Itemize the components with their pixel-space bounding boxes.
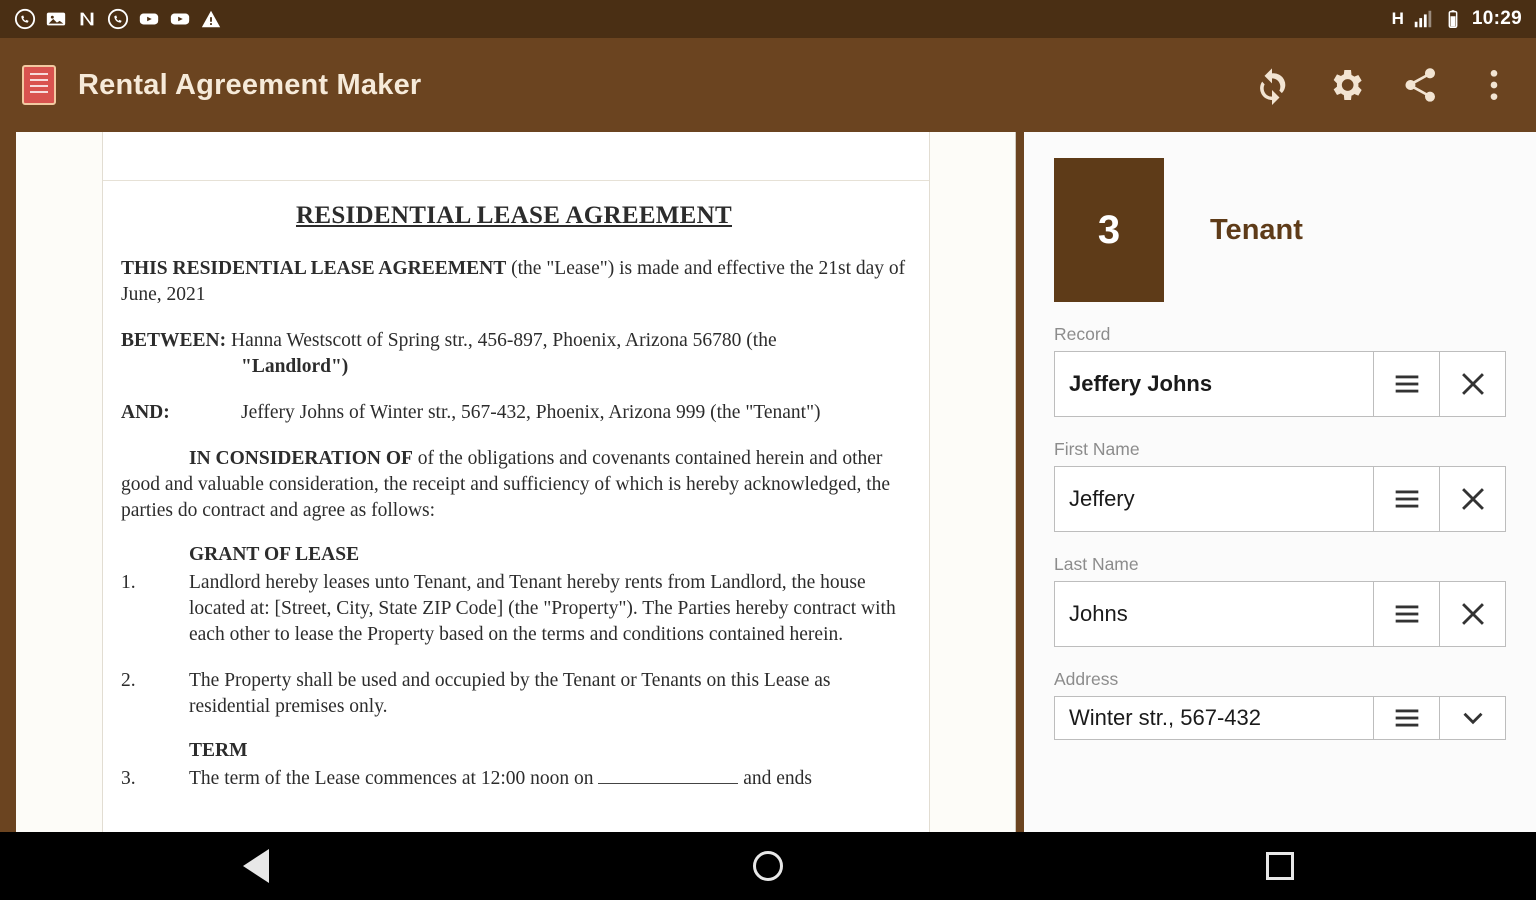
between-landlord-word: "Landlord") <box>241 356 349 377</box>
field-record-row <box>1054 351 1506 417</box>
system-navigation-bar <box>0 832 1536 900</box>
app-logo-icon <box>22 65 56 105</box>
last-name-input[interactable]: Johns <box>1054 581 1374 647</box>
chevron-down-icon[interactable] <box>1440 696 1506 740</box>
signal-bars-icon <box>1412 8 1434 30</box>
clause-3-text-a: The term of the Lease commences at 12:00 noon on <box>189 768 594 789</box>
clear-close-icon[interactable] <box>1440 466 1506 532</box>
record-input[interactable]: Jeffery Johns <box>1054 351 1374 417</box>
app-bar-actions <box>1252 65 1514 105</box>
clause-2-number: 2. <box>121 670 136 691</box>
first-name-input[interactable]: Jeffery <box>1054 466 1374 532</box>
consideration-bold: IN CONSIDERATION OF <box>189 448 413 469</box>
clause-3-blank-field <box>598 770 738 784</box>
warning-icon <box>200 8 222 30</box>
field-address <box>1024 669 1536 740</box>
field-address-label: Address <box>1054 669 1119 689</box>
status-right-group <box>1392 8 1522 30</box>
refresh-icon[interactable] <box>1252 65 1292 105</box>
home-circle-icon[interactable] <box>708 832 828 900</box>
and-label: AND: <box>121 402 170 423</box>
list-menu-icon[interactable] <box>1374 696 1440 740</box>
field-last-name-row <box>1054 581 1506 647</box>
youtube-icon <box>169 8 191 30</box>
settings-gear-icon[interactable] <box>1326 65 1366 105</box>
document-intro-rest: (the "Lease") is made and effective the 21st day of June, 2021 <box>121 258 906 305</box>
share-icon[interactable] <box>1400 65 1440 105</box>
clause-1-text: Landlord hereby leases unto Tenant, and Tenant hereby rents from Landlord, the house located at: [Street, City, State ZIP Code] (the "Property"). The Parties hereby contract with each other to lease the Property based on the terms and conditions contained herein. <box>189 572 896 645</box>
document-consideration-paragraph <box>121 446 907 524</box>
field-first-name-label: First Name <box>1054 439 1140 459</box>
document-title: RESIDENTIAL LEASE AGREEMENT <box>295 202 732 229</box>
document-between-paragraph <box>121 328 907 380</box>
field-record-label: Record <box>1054 324 1111 344</box>
document-and-paragraph <box>121 400 907 426</box>
content-area <box>0 132 1536 832</box>
app-bar <box>0 38 1536 132</box>
document-preview-pane[interactable] <box>16 132 1016 832</box>
document-page <box>102 132 930 832</box>
back-triangle-icon[interactable] <box>196 832 316 900</box>
term-heading: TERM <box>189 740 248 761</box>
list-menu-icon[interactable] <box>1374 351 1440 417</box>
clause-3-number: 3. <box>121 768 136 789</box>
n-app-icon <box>76 8 98 30</box>
app-title: Rental Agreement Maker <box>78 68 422 101</box>
step-title: Tenant <box>1210 213 1303 246</box>
clause-3 <box>121 766 907 792</box>
youtube-icon <box>138 8 160 30</box>
grant-of-lease-heading: GRANT OF LEASE <box>189 544 360 565</box>
step-number-badge: 3 <box>1054 158 1164 302</box>
status-clock: 10:29 <box>1471 8 1522 29</box>
status-bar <box>0 0 1536 38</box>
overflow-menu-icon[interactable] <box>1474 65 1514 105</box>
address-input[interactable]: Winter str., 567-432 <box>1054 696 1374 740</box>
clear-close-icon[interactable] <box>1440 351 1506 417</box>
clause-1-number: 1. <box>121 572 136 593</box>
whatsapp-icon <box>14 8 36 30</box>
clause-2 <box>121 668 907 720</box>
form-pane <box>1024 132 1536 832</box>
list-menu-icon[interactable] <box>1374 466 1440 532</box>
whatsapp-icon <box>107 8 129 30</box>
list-menu-icon[interactable] <box>1374 581 1440 647</box>
clause-1 <box>121 570 907 648</box>
photo-icon <box>45 8 67 30</box>
field-last-name <box>1024 554 1536 647</box>
field-last-name-label: Last Name <box>1054 554 1139 574</box>
page-header-rule <box>103 180 929 181</box>
battery-icon <box>1442 8 1464 30</box>
step-header <box>1024 132 1536 302</box>
field-first-name <box>1024 439 1536 532</box>
clear-close-icon[interactable] <box>1440 581 1506 647</box>
field-address-row <box>1054 696 1506 740</box>
document-intro-bold: THIS RESIDENTIAL LEASE AGREEMENT <box>121 258 507 279</box>
recents-square-icon[interactable] <box>1220 832 1340 900</box>
document-intro-paragraph <box>121 256 907 308</box>
clause-3-text-b: and ends <box>743 768 813 789</box>
status-notification-icons <box>14 8 222 30</box>
network-type-label: H <box>1391 9 1404 28</box>
document-body <box>103 178 929 792</box>
field-first-name-row <box>1054 466 1506 532</box>
field-record <box>1024 324 1536 417</box>
between-label: BETWEEN: <box>121 330 227 351</box>
consideration-rest: of the obligations and covenants contained herein and other good and valuable consideration, the receipt and sufficiency of which is hereby acknowledged, the parties do contract and agree as follows: <box>121 448 891 521</box>
and-text: Jeffery Johns of Winter str., 567-432, Phoenix, Arizona 999 (the "Tenant") <box>241 402 821 423</box>
clause-2-text: The Property shall be used and occupied by the Tenant or Tenants on this Lease as residential premises only. <box>189 670 831 717</box>
between-text: Hanna Westscott of Spring str., 456-897, Phoenix, Arizona 56780 (the <box>226 330 777 351</box>
